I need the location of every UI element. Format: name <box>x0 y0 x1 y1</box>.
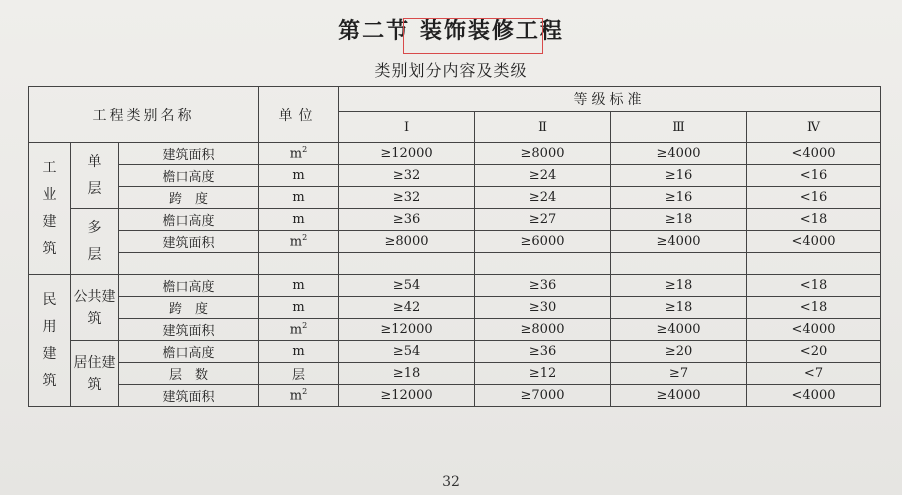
classification-table: 工程类别名称 单位 等级标准 Ⅰ Ⅱ Ⅲ Ⅳ 工业建筑 单层 建筑面积 $m^2$ ≥12000 ≥8000 ≥4000 <4000 檐口高度 m ≥32 ≥24 ≥16 <16 跨 度 m ≥32 ≥24 ≥16 <16 多层 檐口高度 m ≥36 ≥27 ≥18 <18 建筑面积 $m^2$ ≥8000 ≥6000 ≥4000 <4000 民用建筑 公共建筑 檐口高度 m ≥54 ≥36 ≥18 <18 跨 度 m ≥42 ≥30 ≥18 <18 建筑面积 $m^2$ ≥12000 ≥8000 ≥4000 <4000 居住建筑 檐口高度 m ≥54 ≥36 ≥20 <20 层 数 层 ≥18 ≥12 ≥7 <7 建筑面积 $m^2$ ≥12000 ≥7000 ≥4000 <4000 <box>28 86 881 407</box>
header-grade-standard: 等级标准 <box>339 87 881 112</box>
section-number: 第二节 <box>338 18 411 44</box>
header-category-name: 工程类别名称 <box>29 87 259 143</box>
unit-cell: $m^2$ <box>259 143 339 165</box>
table-row-label <box>119 253 259 275</box>
table-row-label: 檐口高度 <box>119 209 259 231</box>
highlight-box <box>403 18 543 54</box>
subgroup-single-storey: 单层 <box>71 143 119 209</box>
group-industrial: 工业建筑 <box>29 143 71 275</box>
table-row-label: 建筑面积 <box>119 143 259 165</box>
unit-cell: $m^2$ <box>259 385 339 407</box>
unit-cell: $m^2$ <box>259 319 339 341</box>
table-row-label: 建筑面积 <box>119 385 259 407</box>
header-grade-2: Ⅱ <box>475 112 611 143</box>
table-title: 类别划分内容及类级 <box>374 61 528 80</box>
page-number: 32 <box>442 474 460 490</box>
group-civil: 民用建筑 <box>29 275 71 407</box>
header-grade-1: Ⅰ <box>339 112 475 143</box>
table-row-label: 檐口高度 <box>119 275 259 297</box>
table-row-label: 建筑面积 <box>119 319 259 341</box>
table-row-label: 建筑面积 <box>119 231 259 253</box>
table-row-label: 层 数 <box>119 363 259 385</box>
subgroup-public: 公共建筑 <box>71 275 119 341</box>
table-row-label: 檐口高度 <box>119 341 259 363</box>
section-heading: 装饰装修工程 <box>419 18 564 44</box>
unit-cell: $m^2$ <box>259 231 339 253</box>
table-row-label: 跨 度 <box>119 187 259 209</box>
table-row-label: 跨 度 <box>119 297 259 319</box>
subgroup-multi-storey: 多层 <box>71 209 119 275</box>
header-grade-3: Ⅲ <box>611 112 747 143</box>
table-row-label: 檐口高度 <box>119 165 259 187</box>
subgroup-residential: 居住建筑 <box>71 341 119 407</box>
header-grade-4: Ⅳ <box>747 112 881 143</box>
header-unit: 单位 <box>259 87 339 143</box>
